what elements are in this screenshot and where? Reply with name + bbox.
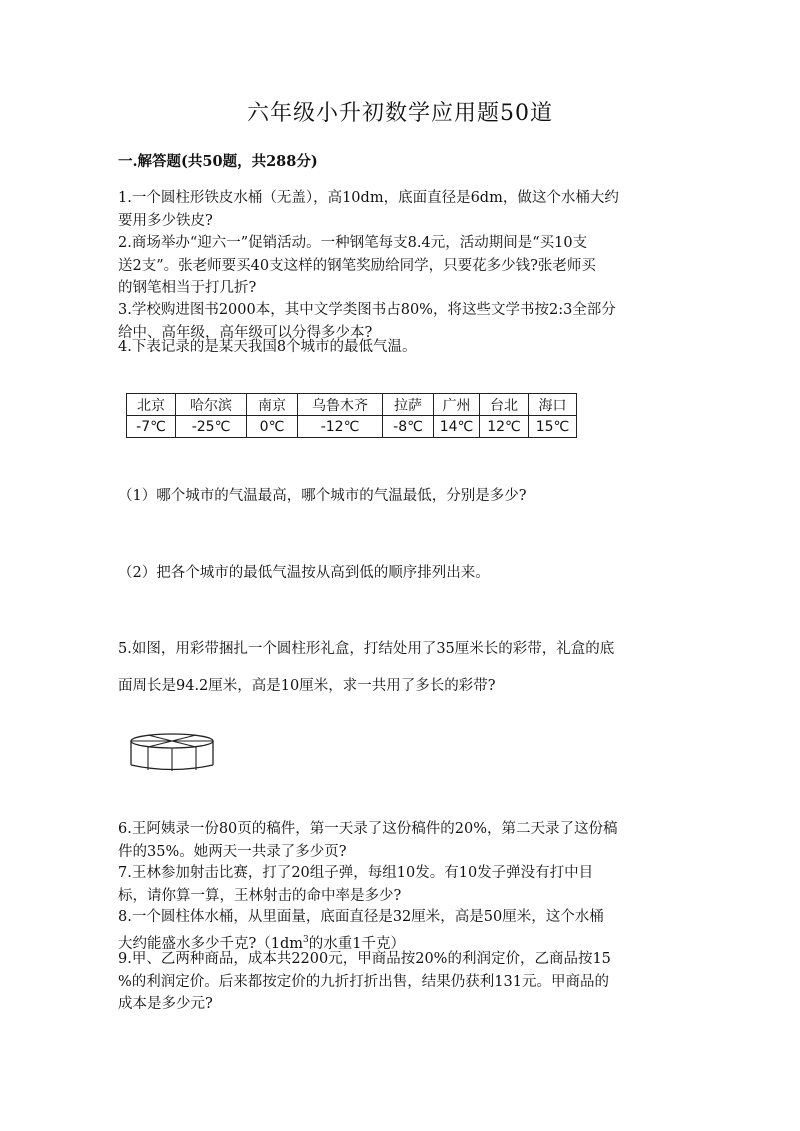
question-5-line-2: 面周长是94.2厘米，高是10厘米，求一共用了多长的彩带? [118,678,496,694]
question-2-line-2: 送2支”。张老师要买40支这样的钢笔奖励给同学，只要花多少钱?张老师买 [118,257,596,274]
question-6-line-2: 件的35%。她两天一共录了多少页? [118,843,347,860]
question-3-line-2: 给中、高年级，高年级可以分得多少本? [118,324,373,341]
city-cell: 广州 [434,394,480,416]
question-8-line-1: 8.一个圆柱体水桶，从里面量，底面直径是32厘米，高是50厘米，这个水桶 [118,909,604,925]
temperature-cell: -12℃ [298,416,383,438]
question-1-line-2: 要用多少铁皮? [118,212,213,229]
temperature-cell: -25℃ [176,416,247,438]
city-row [127,394,577,416]
temperature-table [126,393,577,438]
city-cell: 乌鲁木齐 [298,394,383,416]
page-title: 六年级小升初数学应用题50道 [247,101,553,126]
question-1 [118,187,678,232]
question-8-line-2-pre: 大约能盛水多少千克?（1dm [118,935,304,952]
question-9 [118,948,678,1016]
question-2 [118,232,678,300]
question-6 [118,818,678,863]
city-cell: 拉萨 [383,394,434,416]
question-6-line-1: 6.王阿姨录一份80页的稿件，第一天录了这份稿件的20%，第二天录了这份稿 [118,821,618,837]
question-8-superscript: 3 [303,934,309,945]
temperature-cell: 0℃ [247,416,298,438]
question-4-sub-2: （2）把各个城市的最低气温按从高到低的顺序排列出来。 [118,565,490,581]
city-cell: 哈尔滨 [176,394,247,416]
temperature-cell: 15℃ [529,416,577,438]
question-4-sub-1: （1）哪个城市的气温最高，哪个城市的气温最低，分别是多少? [118,488,527,504]
question-9-line-3: 成本是多少元? [118,996,213,1012]
question-1-line-1: 1.一个圆柱形铁皮水桶（无盖），高10dm，底面直径是6dm，做这个水桶大约 [118,190,619,206]
section-heading: 一.解答题(共50题，共288分) [118,153,318,170]
question-2-line-3: 的钢笔相当于打几折? [118,280,257,296]
question-2-line-1: 2.商场举办“迎六一”促销活动。一种钢笔每支8.4元，活动期间是“买10支 [118,235,588,251]
question-4-line-1: 4.下表记录的是某天我国8个城市的最低气温。 [118,339,417,355]
question-7 [118,862,678,907]
city-cell: 南京 [247,394,298,416]
temperature-row [127,416,577,438]
city-cell: 北京 [127,394,176,416]
question-8-line-2-post: 的水重1千克） [308,935,405,952]
question-7-line-1: 7.王林参加射击比赛，打了20组子弹，每组10发。有10发子弹没有打中目 [118,865,594,881]
temperature-cell: 12℃ [480,416,529,438]
city-cell: 海口 [529,394,577,416]
temperature-cell: -8℃ [383,416,434,438]
temperature-cell: 14℃ [434,416,480,438]
temperature-cell: -7℃ [127,416,176,438]
gift-box-cylinder-figure [128,730,220,774]
question-3-line-1: 3.学校购进图书2000本，其中文学类图书占80%，将这些文学书按2:3全部分 [118,302,616,318]
question-9-line-2: %的利润定价。后来都按定价的九折打折出售，结果仍获利131元。甲商品的 [118,973,609,990]
city-cell: 台北 [480,394,529,416]
question-7-line-2: 标，请你算一算，王林射击的命中率是多少? [118,887,402,904]
question-9-line-1: 9.甲、乙两种商品，成本共2200元，甲商品按20%的利润定价，乙商品按15 [118,951,611,967]
question-5-line-1: 5.如图，用彩带捆扎一个圆柱形礼盒，打结处用了35厘米长的彩带，礼盒的底 [118,641,615,657]
question-4 [118,336,678,359]
